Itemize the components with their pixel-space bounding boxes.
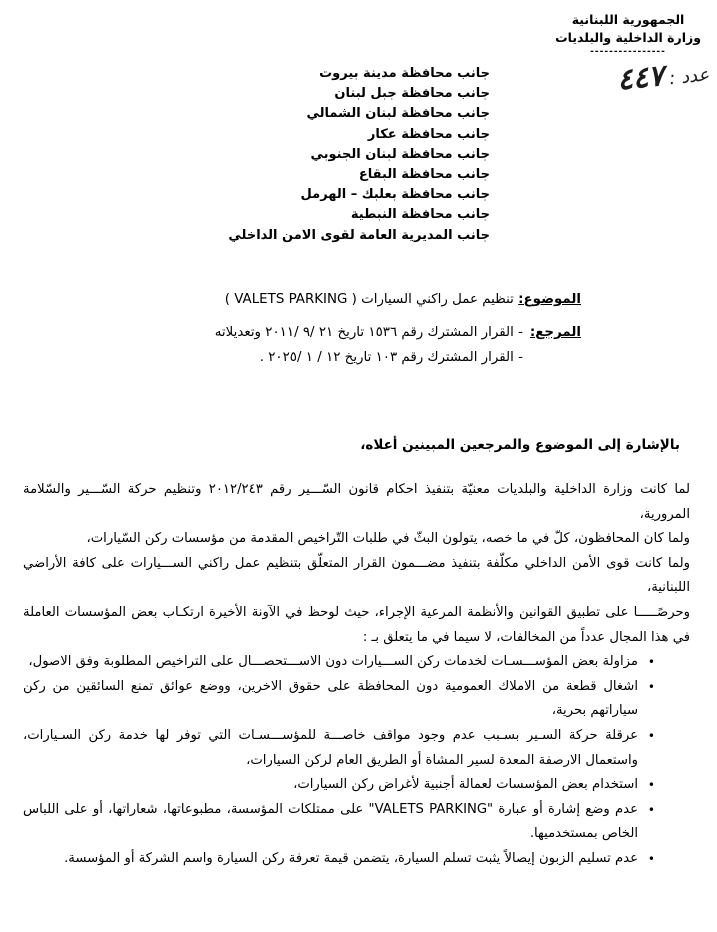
bullet-dot-icon: •: [647, 655, 655, 670]
republic-title: الجمهورية اللبنانية: [571, 12, 685, 27]
violation-item: [23, 675, 655, 724]
violation-item: [23, 773, 655, 798]
violation-text: اشغال قطعة من الاملاك العمومية دون المحافظة على حقوق الاخرين، ووضع عوائق تمنع السائقين من ركن سياراتهم بحرية،: [23, 678, 638, 719]
body-paragraph: ولما كان المحافظون، كلّ في ما خصه، يتولون البثّ في طلبات التّراخيص المقدمة من مؤسسات ركن السّيارات،: [86, 531, 690, 547]
addressee-line: جانب محافظة مدينة بيروت: [319, 66, 490, 81]
addressee-line: جانب محافظة البقاع: [358, 167, 490, 183]
addressee-line: جانب محافظة النبطية: [350, 207, 490, 223]
violation-item: [23, 650, 655, 675]
addressee-line: جانب محافظة بعلبك – الهرمل: [300, 187, 490, 203]
violation-item: [23, 847, 655, 872]
subject-reference-block: [215, 288, 581, 370]
subject-label: الموضوع:: [518, 292, 581, 307]
bullet-dot-icon: •: [647, 778, 655, 793]
ministry-title: وزارة الداخلية والبلديات: [555, 30, 701, 45]
addressee-line: جانب محافظة لبنان الشمالي: [306, 106, 490, 122]
addressee-line: جانب محافظة لبنان الجنوبي: [310, 146, 490, 162]
body-paragraph: وحرصًـــــا على تطبيق القوانين والأنظمة المرعية الإجراء، حيث لوحظ في الآونة الأخيرة ارتكـاب بعض المؤسسات العاملة في هذا المجال عدداً من المخالفات، لا سيما في ما يتعلق بـ :: [23, 604, 690, 645]
registry-number-label: عدد :: [668, 64, 711, 90]
violation-text: عرقلة حركة السـير بسـبب عدم وجود مواقف خاصـــة للمؤســـسـات التي توفر لها خدمة ركن السـيارات، واستعمال الارصفة المعدة لسير المشاة أو الطريق العام لركن السيارات،: [23, 727, 638, 768]
subject-value: تنظيم عمل راكني السيارات ( VALETS PARKING ): [224, 292, 514, 307]
subject-row: [215, 288, 581, 312]
addressee-list: [228, 64, 490, 246]
letterhead-divider: ----------------: [590, 47, 666, 57]
bullet-dot-icon: •: [647, 802, 655, 817]
addressee-line: جانب محافظة عكار: [367, 126, 490, 142]
letterhead: [555, 11, 701, 57]
violation-item: [23, 798, 655, 847]
reference-item: - القرار المشترك رقم ١٥٣٦ تاريخ ٢١ /٩ /٢٠١١ وتعديلاته: [214, 325, 523, 340]
violation-text: استخدام بعض المؤسسات لعمالة أجنبية لأغراض ركن السيارات،: [293, 777, 638, 793]
body-paragraph: لما كانت وزارة الداخلية والبلديات معنيّة بتنفيذ احكام قانون السّـــير رقم ٢٠١٢/٢٤٣ وتنظيم حركة السّـــير والسّلامة المرورية،: [23, 482, 690, 522]
bullet-dot-icon: •: [647, 728, 655, 743]
registry-number-value: ٤٤٧: [615, 58, 666, 97]
bullet-dot-icon: •: [647, 851, 655, 866]
addressee-line: جانب محافظة جبل لبنان: [334, 86, 490, 102]
violations-list: [23, 650, 690, 871]
violation-text: عدم وضع إشارة أو عبارة "VALETS PARKING" على ممتلكات المؤسسة، مطبوعاتها، شعاراتها، أو على اللباس الخاص بمستخدميها.: [23, 801, 638, 842]
body-paragraph: ولما كانت قوى الأمن الداخلي مكلّفة بتنفيذ مضـــمون القرار المتعلّق بتنظيم عمل راكني الســـيارات على كافة الأراضي اللبنانية،: [23, 555, 690, 596]
bullet-dot-icon: •: [647, 679, 655, 694]
violation-text: مزاولة بعض المؤســـسـات لخدمات ركن الســـيارات دون الاســـتحصـــال على التراخيص المطلوبة وفق الاصول،: [28, 654, 638, 670]
reference-items: [215, 321, 523, 370]
violation-item: [23, 724, 655, 773]
handwritten-registry-number: [616, 53, 711, 96]
violation-text: عدم تسليم الزبون إيصالاً يثبت تسلم السيارة، يتضمن قيمة تعرفة ركن السيارة واسم الشركة أو المؤسسة.: [64, 850, 638, 866]
addressee-line: جانب المديرية العامة لقوى الامن الداخلي: [228, 227, 490, 243]
reference-row: [215, 321, 581, 370]
body-text: [23, 478, 690, 872]
reference-label: المرجع:: [529, 325, 581, 340]
salutation-line: بالإشارة إلى الموضوع والمرجعين المبينين أعلاه،: [360, 437, 680, 453]
reference-item: - القرار المشترك رقم ١٠٣ تاريخ ١٢ / ١ /٢٠٢٥ .: [259, 349, 523, 365]
